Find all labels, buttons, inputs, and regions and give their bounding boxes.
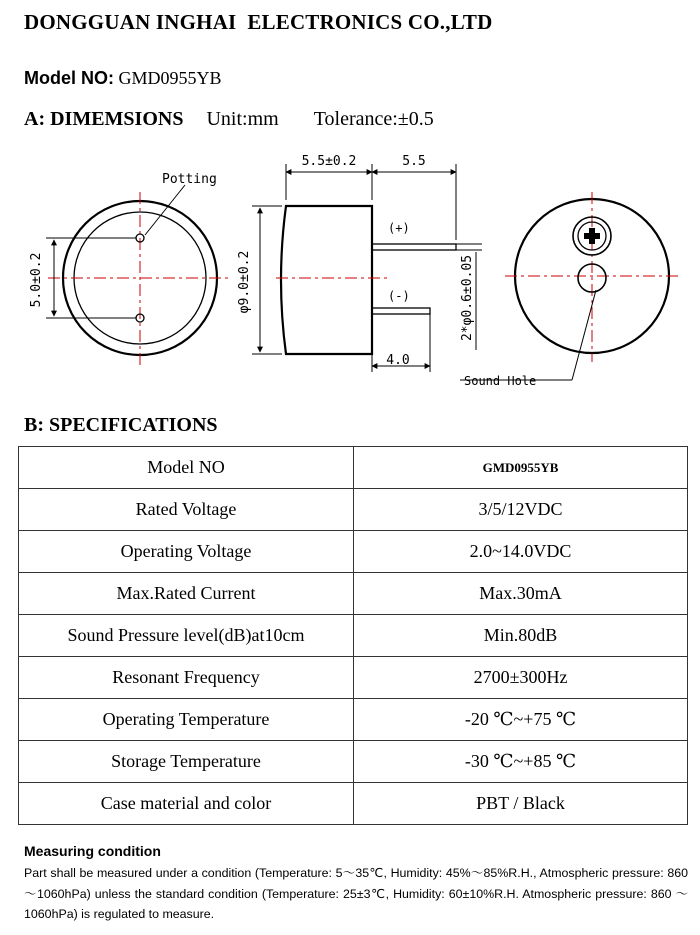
spec-value: 2.0~14.0VDC [354, 531, 688, 573]
table-row [19, 573, 688, 615]
bottom-view [46, 185, 232, 366]
table-row [19, 489, 688, 531]
unit-text: Unit:mm [206, 108, 279, 130]
spec-label: Operating Temperature [19, 699, 354, 741]
table-row [19, 783, 688, 825]
spec-label: Case material and color [19, 783, 354, 825]
dimensions-heading: A: DIMEMSIONS [24, 108, 184, 130]
side-view [252, 164, 482, 372]
pin-spacing-dimension: 5.0±0.2 [29, 252, 44, 308]
spec-label: Rated Voltage [19, 489, 354, 531]
spec-value: Min.80dB [354, 615, 688, 657]
top-height-dimension: 5.5±0.2 [301, 154, 357, 169]
spec-value: -30 ℃~+85 ℃ [354, 741, 688, 783]
model-label: Model NO: [24, 68, 114, 88]
specifications-heading: B: SPECIFICATIONS [24, 414, 218, 436]
model-value: GMD0955YB [118, 68, 222, 88]
measuring-text: Part shall be measured under a condition (Temperature: 5～35℃, Humidity: 45%～85%R.H., Atmospheric pressure: 860 ～1060hPa) unless the standard condition (Temperature: 25±3℃, Humidity: 60±10%R.H. Atmospheric pressure: 860 ～1060hPa) is regulated to measure. [24, 866, 688, 921]
table-row [19, 657, 688, 699]
pin-diameter-dimension: 2*φ0.6±0.05 [460, 254, 475, 342]
plus-pin-label: (+) [388, 221, 410, 235]
table-row [19, 699, 688, 741]
pin-length-dimension: 5.5 [402, 154, 426, 169]
table-row [19, 447, 688, 489]
spec-value: GMD0955YB [354, 447, 688, 489]
spec-label: Sound Pressure level(dB)at10cm [19, 615, 354, 657]
spec-value: PBT / Black [354, 783, 688, 825]
sound-hole-label: Sound Hole [464, 374, 537, 388]
spec-label: Model NO [19, 447, 354, 489]
potting-label: Potting [162, 172, 217, 187]
company-name: DONGGUAN INGHAI ELECTRONICS CO.,LTD [24, 10, 493, 34]
diameter-dimension: φ9.0±0.2 [237, 250, 252, 314]
dimension-drawing [0, 140, 700, 400]
spec-label: Storage Temperature [19, 741, 354, 783]
spec-value: Max.30mA [354, 573, 688, 615]
spec-label: Operating Voltage [19, 531, 354, 573]
table-row [19, 741, 688, 783]
minus-pin-label: (-) [388, 289, 410, 303]
spec-label: Max.Rated Current [19, 573, 354, 615]
table-row [19, 615, 688, 657]
specifications-table [18, 446, 688, 825]
table-row [19, 531, 688, 573]
top-view [460, 192, 680, 380]
spec-value: 3/5/12VDC [354, 489, 688, 531]
measuring-title: Measuring condition [24, 843, 161, 859]
dimensions-line [24, 108, 434, 131]
model-line [24, 68, 222, 89]
spec-label: Resonant Frequency [19, 657, 354, 699]
tolerance-text: Tolerance:±0.5 [313, 108, 434, 130]
short-pin-dimension: 4.0 [386, 353, 410, 368]
spec-value: -20 ℃~+75 ℃ [354, 699, 688, 741]
spec-value: 2700±300Hz [354, 657, 688, 699]
